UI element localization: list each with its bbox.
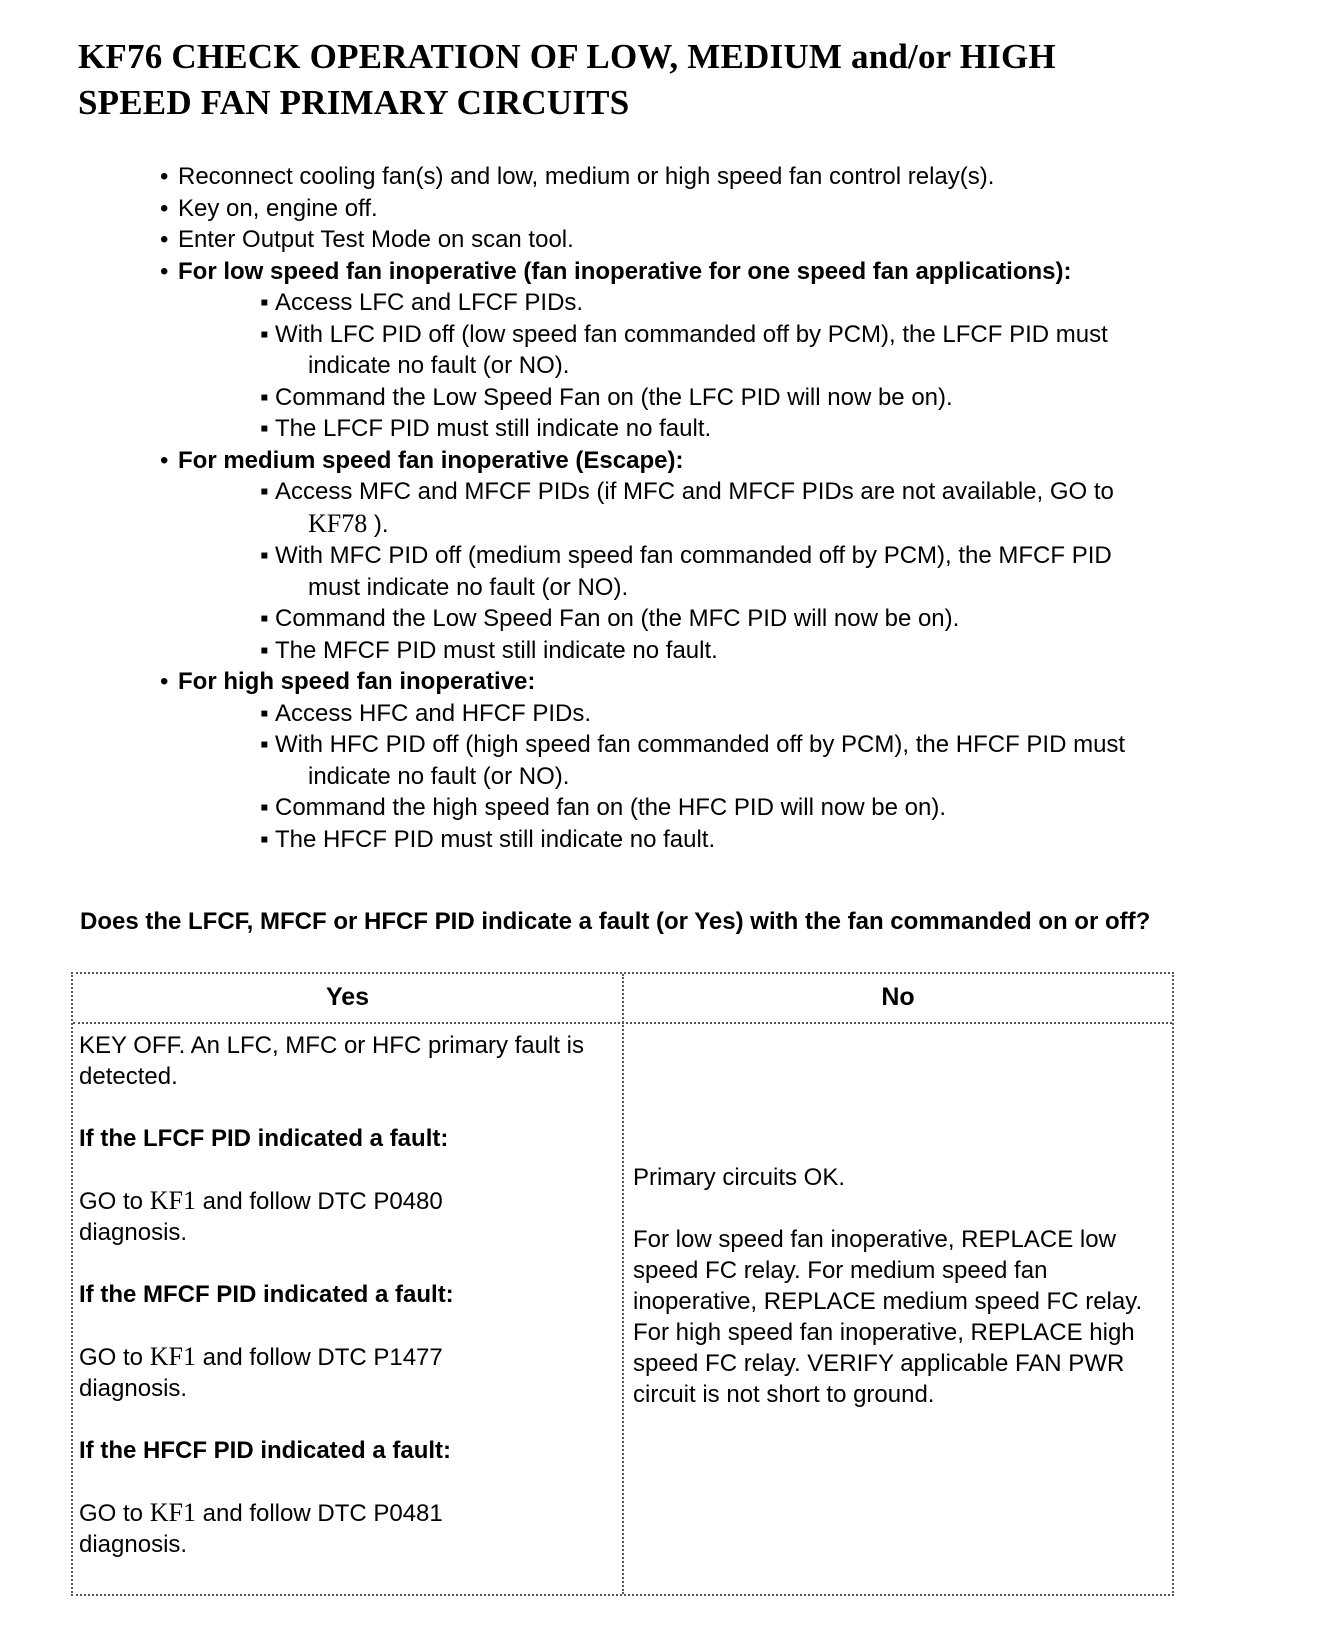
substep-list: [260, 287, 1260, 445]
yes-cell: [79, 1030, 599, 1560]
step-item: [160, 161, 1260, 193]
substep-list: [260, 476, 1260, 666]
decision-table: [71, 972, 1174, 1596]
step-heading: For high speed fan inoperative:: [178, 668, 536, 695]
no-cell: [633, 1162, 1163, 1410]
bullet: •: [160, 194, 169, 222]
yes-intro: KEY OFF. An LFC, MFC or HFC primary fault is detected.: [79, 1032, 584, 1090]
title-line-2: SPEED FAN PRIMARY CIRCUITS: [78, 83, 630, 122]
bullet: •: [160, 668, 169, 695]
step-item: [160, 224, 1260, 256]
kf1-reference-link[interactable]: KF1: [149, 1186, 196, 1215]
step-list: [160, 161, 1260, 855]
mfcf-case-action: GO to KF1 and follow DTC P1477 diagnosis.: [79, 1342, 443, 1402]
square-bullet: ▪: [260, 605, 269, 632]
square-bullet: ▪: [260, 478, 269, 505]
hfcf-case-heading: If the HFCF PID indicated a fault:: [79, 1437, 452, 1464]
decision-question: Does the LFCF, MFCF or HFCF PID indicate a fault (or Yes) with the fan commanded on or off?: [80, 908, 1151, 935]
square-bullet: ▪: [260, 731, 269, 758]
kf1-reference-link[interactable]: KF1: [149, 1342, 196, 1371]
hfcf-case-action: GO to KF1 and follow DTC P0481 diagnosis.: [79, 1498, 443, 1558]
square-bullet: ▪: [260, 383, 269, 411]
square-bullet: ▪: [260, 636, 269, 664]
lfcf-case-heading: If the LFCF PID indicated a fault:: [79, 1125, 449, 1152]
yes-column-header: Yes: [325, 983, 370, 1011]
step-text: Key on, engine off.: [178, 194, 378, 222]
no-action: For low speed fan inoperative, REPLACE low speed FC relay. For medium speed fan inoperative, REPLACE medium speed FC relay. For high speed fan inoperative, REPLACE high speed FC relay. VERIFY applicable FAN PWR circuit is not short to ground.: [633, 1226, 1143, 1408]
kf78-reference-link[interactable]: KF78: [308, 508, 368, 538]
column-divider: [622, 974, 624, 1594]
bullet: •: [160, 257, 169, 285]
bullet: •: [160, 163, 169, 190]
substep-item: ▪ With MFC PID off (medium speed fan commanded off by PCM), the MFCF PID must indicate no fault (or NO).: [260, 542, 1112, 601]
square-bullet: ▪: [260, 699, 269, 727]
square-bullet: ▪: [260, 289, 269, 316]
no-column-header: No: [881, 983, 915, 1011]
page-title: [78, 34, 1258, 126]
substep-item: ▪ The HFCF PID must still indicate no fault.: [260, 824, 1260, 856]
substep-item: ▪ The LFCF PID must still indicate no fault.: [260, 413, 1260, 445]
substep-item: ▪ Access MFC and MFCF PIDs (if MFC and MFCF PIDs are not available, GO to KF78 ).: [260, 478, 1114, 538]
no-result: Primary circuits OK.: [633, 1164, 846, 1191]
step-heading: For medium speed fan inoperative (Escape):: [178, 446, 684, 474]
substep-item: ▪ The MFCF PID must still indicate no fault.: [260, 635, 1260, 667]
step-item: [160, 193, 1260, 225]
lfcf-case-action: GO to KF1 and follow DTC P0480 diagnosis.: [79, 1186, 443, 1246]
substep-item: ▪ Command the high speed fan on (the HFC PID will now be on).: [260, 792, 1260, 824]
substep-list: [260, 698, 1260, 856]
step-heading: For low speed fan inoperative (fan inoperative for one speed fan applications):: [178, 257, 1072, 285]
mfcf-case-heading: If the MFCF PID indicated a fault:: [79, 1281, 454, 1308]
substep-item: ▪ Access LFC and LFCF PIDs.: [260, 287, 1260, 319]
substep-item: ▪ Command the Low Speed Fan on (the MFC PID will now be on).: [260, 603, 1260, 635]
step-item-medium-speed: [160, 445, 1260, 477]
step-text: Reconnect cooling fan(s) and low, medium or high speed fan control relay(s).: [178, 163, 995, 190]
bullet: •: [160, 226, 169, 253]
step-item-low-speed: [160, 256, 1260, 288]
bullet: •: [160, 446, 169, 474]
substep-item: ▪ With LFC PID off (low speed fan commanded off by PCM), the LFCF PID must indicate no fault (or NO).: [260, 320, 1108, 379]
square-bullet: ▪: [260, 542, 269, 569]
title-line-1: KF76 CHECK OPERATION OF LOW, MEDIUM and/or HIGH: [78, 37, 1056, 76]
square-bullet: ▪: [260, 794, 269, 821]
substep-item: ▪ Command the Low Speed Fan on (the LFC PID will now be on).: [260, 382, 1260, 414]
substep-item: ▪ With HFC PID off (high speed fan commanded off by PCM), the HFCF PID must indicate no fault (or NO).: [260, 731, 1126, 790]
substep-item: ▪ Access HFC and HFCF PIDs.: [260, 698, 1260, 730]
kf1-reference-link[interactable]: KF1: [149, 1498, 196, 1527]
square-bullet: ▪: [260, 415, 269, 442]
square-bullet: ▪: [260, 825, 269, 853]
square-bullet: ▪: [260, 320, 269, 348]
step-item-high-speed: [160, 666, 1260, 698]
step-text: Enter Output Test Mode on scan tool.: [178, 226, 574, 253]
